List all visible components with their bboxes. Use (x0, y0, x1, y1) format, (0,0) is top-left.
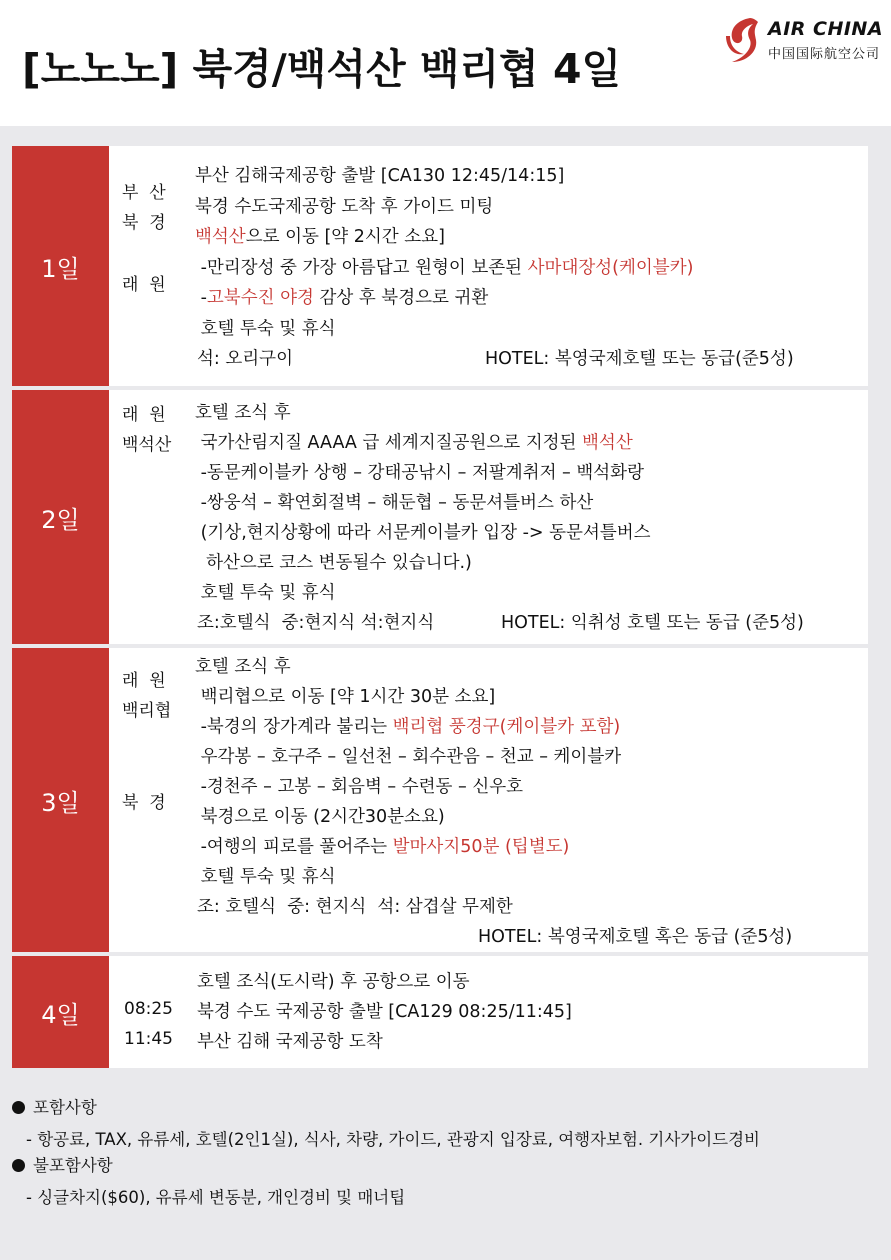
itinerary-line: 북경 수도 국제공항 출발 [CA129 08:25/11:45] (197, 1002, 572, 1022)
itinerary-line: -경천주 – 고봉 – 회음벽 – 수련동 – 신우호 (195, 777, 524, 797)
location-label: 북 경 (122, 213, 166, 233)
location-label: 래 원 (122, 275, 166, 295)
itinerary-line: 호텔 투숙 및 휴식 (195, 583, 336, 603)
itinerary-line: 부산 김해국제공항 출발 [CA130 12:45/14:15] (195, 166, 565, 186)
hotel-info: HOTEL: 익취성 호텔 또는 동급 (준5성) (501, 613, 804, 633)
air-china-logo (720, 14, 884, 84)
itinerary-line: 부산 김해 국제공항 도착 (197, 1032, 383, 1052)
bullet-icon (12, 1101, 25, 1114)
day-label: 1일 (12, 146, 109, 386)
location-label: 백석산 (122, 435, 172, 455)
day-label: 3일 (12, 648, 109, 952)
day-2-section (12, 390, 868, 644)
departure-time: 08:25 (124, 999, 173, 1019)
day-1-section (12, 146, 868, 386)
location-label: 북 경 (122, 793, 166, 813)
included-heading: 포함사항 (12, 1094, 97, 1118)
itinerary-line: 호텔 투숙 및 휴식 (195, 867, 336, 887)
meal-info: 조: 호텔식 중: 현지식 석: 삼겹살 무제한 (197, 897, 513, 917)
itinerary-line: 백리협으로 이동 [약 1시간 30분 소요] (195, 687, 496, 707)
itinerary-line: 북경으로 이동 (2시간30분소요) (195, 807, 445, 827)
itinerary-line: 국가산림지질 AAAA 급 세계지질공원으로 지정된 백석산 (195, 433, 633, 453)
meal-info: 석: 오리구이 (197, 349, 293, 369)
page-title: [노노노] 북경/백석산 백리협 4일 (22, 45, 622, 93)
itinerary-line: 하산으로 코스 변동될수 있습니다.) (195, 553, 472, 573)
hotel-info: HOTEL: 복영국제호텔 혹은 동급 (준5성) (478, 927, 793, 947)
itinerary-line: 백석산으로 이동 [약 2시간 소요] (195, 227, 445, 247)
itinerary-line: -만리장성 중 가장 아름답고 원형이 보존된 사마대장성(케이블카) (195, 258, 694, 278)
itinerary-line: 북경 수도국제공항 도착 후 가이드 미팅 (195, 197, 494, 217)
logo-text-cn: 中国国际航空公司 (768, 47, 881, 62)
day-4-section (12, 956, 868, 1068)
phoenix-logo-icon (720, 14, 766, 70)
location-label: 백리협 (122, 701, 172, 721)
itinerary-line: 호텔 조식(도시락) 후 공항으로 이동 (197, 972, 470, 992)
itinerary-line: 호텔 조식 후 (195, 403, 291, 423)
logo-text-en: AIR CHINA (768, 18, 884, 40)
itinerary-line: -동문케이블카 상행 – 강태공낚시 – 저팔계취저 – 백석화랑 (195, 463, 644, 483)
day-3-section (12, 648, 868, 952)
itinerary-line: (기상,현지상황에 따라 서문케이블카 입장 -> 동문셔틀버스 (195, 523, 651, 543)
arrival-time: 11:45 (124, 1029, 173, 1049)
itinerary-line: -여행의 피로를 풀어주는 발마사지50분 (팁별도) (195, 837, 570, 857)
itinerary-line: 호텔 조식 후 (195, 657, 291, 677)
itinerary-line: 호텔 투숙 및 휴식 (195, 319, 336, 339)
location-label: 래 원 (122, 405, 166, 425)
hotel-info: HOTEL: 복영국제호텔 또는 동급(준5성) (485, 349, 794, 369)
itinerary-line: -북경의 장가계라 불리는 백리협 풍경구(케이블카 포함) (195, 717, 621, 737)
location-label: 래 원 (122, 671, 166, 691)
itinerary-line: -쌍웅석 – 확연회절벽 – 해둔협 – 동문셔틀버스 하산 (195, 493, 594, 513)
excluded-items: - 싱글차지($60), 유류세 변동분, 개인경비 및 매너팁 (26, 1188, 406, 1207)
day-label: 2일 (12, 390, 109, 644)
included-items: - 항공료, TAX, 유류세, 호텔(2인1실), 식사, 차량, 가이드, 관광지 입장료, 여행자보험. 기사가이드경비 (26, 1130, 760, 1149)
location-label: 부 산 (122, 183, 166, 203)
meal-info: 조:호텔식 중:현지식 석:현지식 (197, 613, 435, 633)
itinerary-line: 우각봉 – 호구주 – 일선천 – 회수관음 – 천교 – 케이블카 (195, 747, 622, 767)
page-header (0, 0, 891, 126)
itinerary-line: -고북수진 야경 감상 후 북경으로 귀환 (195, 288, 489, 308)
day-label: 4일 (12, 956, 109, 1068)
excluded-heading: 불포함사항 (12, 1152, 113, 1176)
bullet-icon (12, 1159, 25, 1172)
